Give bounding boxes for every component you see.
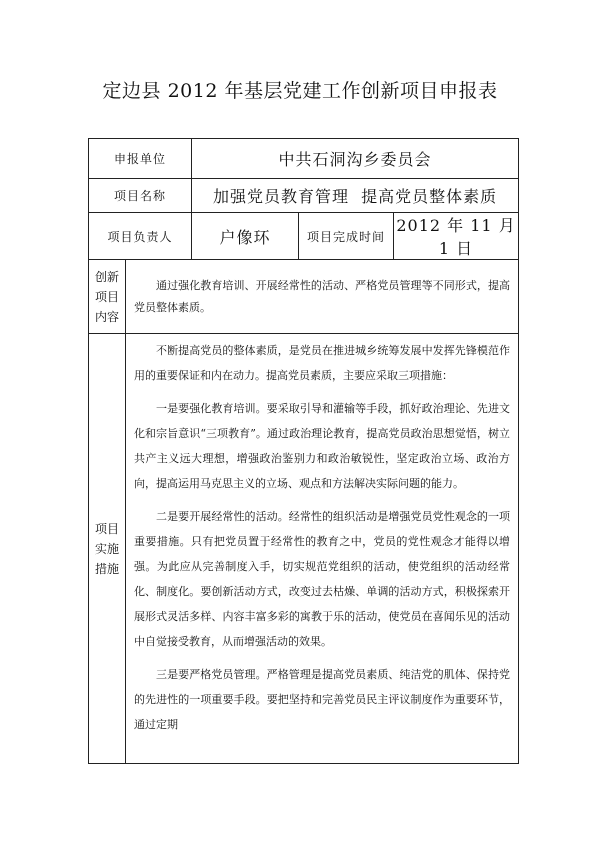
innovation-label: 创新 项目 内容 xyxy=(89,260,126,334)
measures-paragraph-2: 二是要开展经常性的活动。经常性的组织活动是增强党员党性观念的一项重要措施。只有把党员置于经常性的教育之中，党员的党性观念才能得以增强。为此应从完善制度入手，切实规范党组织的活动，使党组织的活动经常化、制度化。要创新活动方式，改变过去枯燥、单调的活动方式，积极探索开展形式灵活多样、内容丰富多彩的寓教于乐的活动，使党员在喜闻乐见的活动中自觉接受教育，从而增强活动的效果。 xyxy=(134,510,511,648)
measures-paragraph-intro: 不断提高党员的整体素质，是党员在推进城乡统筹发展中发挥先锋模范作用的重要保证和内在动力。提高党员素质，主要应采取三项措施： xyxy=(134,344,511,382)
row-measures xyxy=(89,334,519,764)
innovation-text: 通过强化教育培训、开展经常性的活动、严格党员管理等不同形式，提高党员整体素质。 xyxy=(126,260,519,334)
measures-label: 项目 实施 措施 xyxy=(89,334,126,764)
row-project-name xyxy=(89,179,519,213)
project-name-value: 加强党员教育管理 提高党员整体素质 xyxy=(192,179,519,213)
unit-label: 申报单位 xyxy=(89,139,192,179)
measures-text xyxy=(126,334,519,764)
completion-time-label: 项目完成时间 xyxy=(299,213,394,260)
row-unit xyxy=(89,139,519,179)
leader-label: 项目负责人 xyxy=(89,213,192,260)
application-form-table xyxy=(88,138,519,764)
leader-value: 户像环 xyxy=(192,213,299,260)
unit-value: 中共石洞沟乡委员会 xyxy=(192,139,519,179)
row-leader-time xyxy=(89,213,519,260)
measures-paragraph-3: 三是要严格党员管理。严格管理是提高党员素质、纯洁党的肌体、保持党的先进性的一项重要手段。要把坚持和完善党员民主评议制度作为重要环节，通过定期 xyxy=(134,668,511,731)
project-name-label: 项目名称 xyxy=(89,179,192,213)
completion-time-value: 2012 年 11 月 1 日 xyxy=(394,213,519,260)
page-title: 定边县 2012 年基层党建工作创新项目申报表 xyxy=(102,80,498,102)
row-innovation xyxy=(89,260,519,334)
measures-paragraph-1: 一是要强化教育培训。要采取引导和灌输等手段，抓好政治理论、先进文化和宗旨意识“三项教育”。通过政治理论教育，提高党员政治思想觉悟，树立共产主义远大理想，增强政治鉴别力和政治敏锐性，坚定政治立场、政治方向，提高运用马克思主义的立场、观点和方法解决实际问题的能力。 xyxy=(134,402,511,490)
